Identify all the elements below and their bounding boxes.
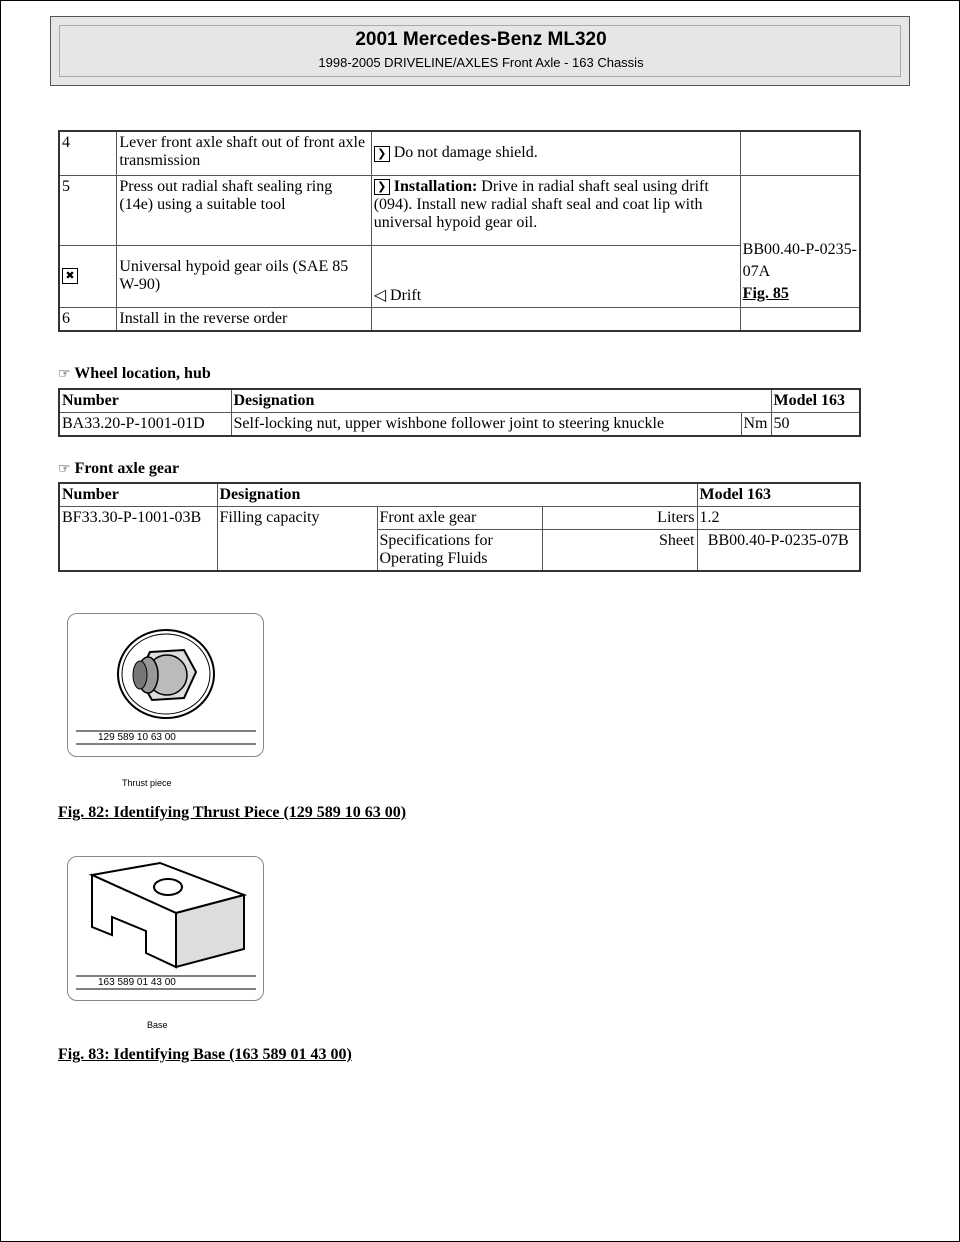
cell-value: 1.2 (697, 507, 860, 530)
note-icon: ❯ (374, 146, 390, 162)
part-number-label: 129 589 10 63 00 (98, 732, 176, 743)
table-row (59, 413, 860, 437)
reference-number: BB00.40-P-0235-07A (742, 240, 857, 280)
column-header: Number (59, 483, 217, 507)
cell-designation: Filling capacity (217, 507, 377, 572)
table-row (59, 131, 860, 175)
wheel-heading: ☞ Wheel location, hub (58, 365, 211, 382)
figure-label: Thrust piece (122, 778, 172, 788)
table-row (59, 507, 860, 530)
gear-heading: ☞ Front axle gear (58, 460, 180, 477)
step-action: Lever front axle shaft out of front axle transmission (117, 131, 371, 175)
cell-number: BF33.30-P-1001-03B (59, 507, 217, 572)
cell-value: 50 (771, 413, 860, 437)
column-header: Designation (231, 389, 771, 413)
step-number: 6 (59, 307, 117, 331)
figure-caption[interactable]: Fig. 82: Identifying Thrust Piece (129 589 10 63 00) (58, 804, 407, 821)
fig-link[interactable]: Fig. 85 (742, 284, 789, 302)
cell-value: BB00.40-P-0235-07B (697, 530, 860, 572)
header-title: 2001 Mercedes-Benz ML320 (355, 29, 607, 50)
table-row (59, 307, 860, 331)
thrust-piece-image (67, 613, 264, 757)
gear-capacity-table (58, 482, 861, 572)
cell-item: Specifications for Operating Fluids (377, 530, 542, 572)
header-subtitle: 1998-2005 DRIVELINE/AXLES Front Axle - 163 Chassis (318, 55, 644, 70)
procedure-table (58, 130, 861, 332)
part-number-label: 163 589 01 43 00 (98, 977, 176, 988)
column-header: Number (59, 389, 231, 413)
step-number: 5 (59, 175, 117, 245)
wheel-torque-table (58, 388, 861, 437)
table-row (59, 175, 860, 245)
table-row (59, 483, 860, 507)
step-action: Press out radial shaft sealing ring (14e) using a suitable tool (117, 175, 371, 245)
base-image (67, 856, 264, 1001)
hand-pointer-icon: ☞ (58, 366, 71, 382)
step-note: Do not damage shield. (393, 144, 538, 162)
cell-unit: Nm (741, 413, 771, 437)
lubricant-icon: ✖ (62, 268, 78, 284)
cell-number: BA33.20-P-1001-01D (59, 413, 231, 437)
step-action: Universal hypoid gear oils (SAE 85 W-90) (117, 245, 371, 307)
step-note: Drive in radial shaft seal using drift (094). Install new radial shaft seal and coat lip with universal hypoid gear oil. (373, 177, 709, 231)
drift-icon: ◁ (373, 284, 387, 304)
cell-designation: Self-locking nut, upper wishbone follower joint to steering knuckle (231, 413, 741, 437)
table-row (59, 245, 860, 307)
column-header: Model 163 (771, 389, 860, 413)
cell-item: Front axle gear (377, 507, 542, 530)
step-action: Install in the reverse order (117, 307, 371, 331)
note-icon: ❯ (374, 179, 390, 195)
cell-unit: Liters (542, 507, 697, 530)
figure-label: Base (147, 1020, 168, 1030)
table-row (59, 389, 860, 413)
page-header (50, 16, 910, 86)
column-header: Designation (217, 483, 697, 507)
tool-name: Drift (390, 286, 422, 304)
step-number: 4 (59, 131, 117, 175)
hand-pointer-icon: ☞ (58, 461, 71, 477)
cell-unit: Sheet (542, 530, 697, 572)
column-header: Model 163 (697, 483, 860, 507)
figure-caption[interactable]: Fig. 83: Identifying Base (163 589 01 43 00) (58, 1046, 352, 1063)
step-note-label: Installation: (393, 177, 478, 195)
